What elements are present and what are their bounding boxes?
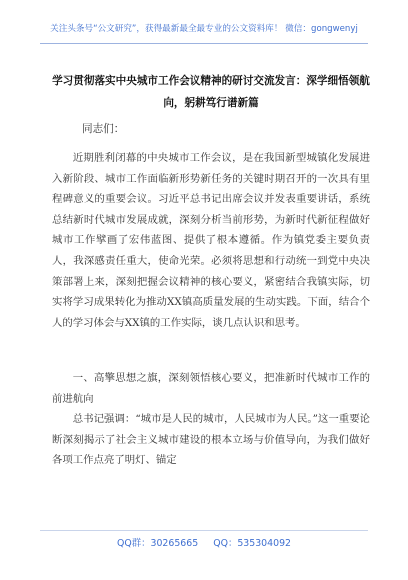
- qq-group-number: QQ群：30265665: [116, 538, 199, 549]
- salutation: 同志们：: [82, 123, 125, 135]
- qq-number: QQ：535304092: [213, 538, 292, 549]
- footer-contacts: [0, 535, 408, 549]
- footer-divider: [40, 530, 368, 531]
- document-title: 学习贯彻落实中央城市工作会议精神的研讨交流发言：深学细悟领航向，躬耕笃行谱新篇: [52, 75, 370, 109]
- paragraph-intro: 近期胜利闭幕的中央城市工作会议，是在我国新型城镇化发展进入新阶段、城市工作面临新形势新任务的关键时期召开的一次具有里程碑意义的重要会议。习近平总书记出席会议并发表重要讲话，系统总结新时代城市发展成就，深刻分析当前形势，为新时代新征程做好城市工作擘画了宏伟蓝图、提供了根本遵循。作为镇党委主要负责人，我深感责任重大，使命光荣。必须将思想和行动统一到党中央决策部署上来，深刻把握会议精神的核心要义，紧密结合我镇实际，切实将学习成果转化为推动XX镇高质量发展的生动实践。下面，结合个人的学习体会与XX镇的工作实际，谈几点认识和思考。: [52, 152, 370, 329]
- section-heading-1: 一、高擎思想之旗，深刻领悟核心要义，把准新时代城市工作的前进航向: [52, 372, 370, 405]
- paragraph-section-1: 总书记强调：“城市是人民的城市，人民城市为人民。”这一重要论断深刻揭示了社会主义城市建设的根本立场与价值导向，为我们做好各项工作点亮了明灯、锚定: [52, 413, 370, 467]
- header-promo-text: 关注头条号“公文研究”，获得最新最全最专业的公文资料库！ 微信：gongwenyj: [50, 24, 358, 34]
- header-divider: [40, 43, 368, 44]
